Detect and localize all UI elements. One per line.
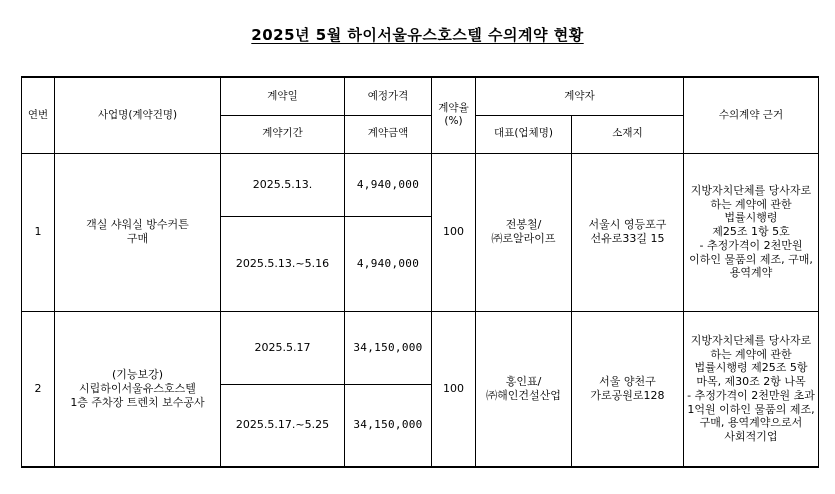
row-seq: 2 [22, 311, 55, 467]
row-basis: 지방자치단체를 당사자로 하는 계약에 관한 법률시행령 제25조 1항 5호 - 추정가격이 2천만원 이하인 물품의 제조, 구매, 용역계약 [684, 153, 819, 311]
header-location: 소재지 [572, 115, 684, 153]
header-rate: 계약율 (%) [432, 77, 476, 153]
row-contract-amount: 34,150,000 [345, 384, 432, 467]
row-estimated-price: 34,150,000 [345, 311, 432, 384]
header-contract-date: 계약일 [221, 77, 345, 115]
header-contractor: 계약자 [476, 77, 684, 115]
row-seq: 1 [22, 153, 55, 311]
row-contract-date: 2025.5.17 [221, 311, 345, 384]
row-project: (기능보강) 시립하이서울유스호스텔 1층 주차장 트렌치 보수공사 [55, 311, 221, 467]
header-row-1 [22, 77, 819, 115]
header-seq: 연번 [22, 77, 55, 153]
header-basis: 수의계약 근거 [684, 77, 819, 153]
header-contract-period: 계약기간 [221, 115, 345, 153]
row-estimated-price: 4,940,000 [345, 153, 432, 216]
row-contract-period: 2025.5.13.~5.16 [221, 216, 345, 311]
row-location: 서울시 영등포구 선유로33길 15 [572, 153, 684, 311]
row-representative: 홍인표/ ㈜해인건설산업 [476, 311, 572, 467]
document-title: 2025년 5월 하이서울유스호스텔 수의계약 현황 [251, 26, 584, 44]
row-representative: 전봉철/ ㈜로알라이프 [476, 153, 572, 311]
row-contract-amount: 4,940,000 [345, 216, 432, 311]
row-contract-period: 2025.5.17.~5.25 [221, 384, 345, 467]
row-rate: 100 [432, 311, 476, 467]
contract-table [21, 76, 819, 468]
row-location: 서울 양천구 가로공원로128 [572, 311, 684, 467]
table-row [22, 153, 819, 216]
row-contract-date: 2025.5.13. [221, 153, 345, 216]
row-basis: 지방자치단체를 당사자로 하는 계약에 관한 법률시행령 제25조 5항 마목, 제30조 2항 나목 - 추정가격이 2천만원 초과 1억원 이하인 물품의 제조, 구매, 용역계약으로서 사회적기업 [684, 311, 819, 467]
header-contract-amount: 계약금액 [345, 115, 432, 153]
header-project: 사업명(계약건명) [55, 77, 221, 153]
header-estimated-price: 예정가격 [345, 77, 432, 115]
table-row [22, 311, 819, 384]
row-project: 객실 샤워실 방수커튼 구매 [55, 153, 221, 311]
header-representative: 대표(업체명) [476, 115, 572, 153]
row-rate: 100 [432, 153, 476, 311]
